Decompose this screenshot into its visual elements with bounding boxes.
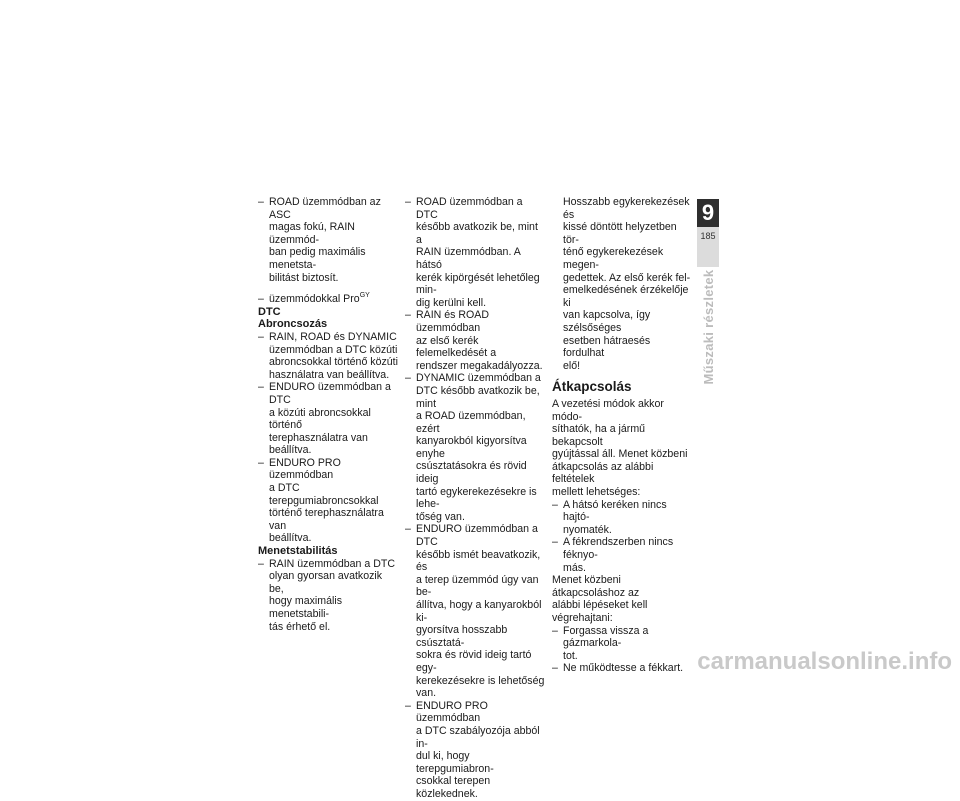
text-line: nyomaték. [563, 523, 612, 536]
text-line: a közúti abroncsokkal történő [269, 406, 371, 432]
text-line: beállítva. [269, 532, 312, 545]
dash-bullet: – [552, 662, 558, 675]
list-item [258, 196, 398, 284]
text-line: tartó egykerekezésekre is lehe- [416, 485, 537, 511]
paragraph [552, 398, 692, 499]
dash-bullet: – [552, 498, 558, 511]
text-line: abroncsokkal történő közúti [269, 356, 398, 369]
superscript: GY [359, 292, 370, 300]
text-line: terephasználatra van beállítva. [269, 431, 368, 457]
text-line: üzemmódban a DTC közúti [269, 343, 398, 356]
text-line: elő! [563, 359, 581, 372]
dash-bullet: – [258, 330, 264, 343]
text-line: DTC később avatkozik be, mint [416, 384, 540, 410]
list-item [405, 372, 545, 523]
text-line: kissé döntött helyzetben tör- [563, 221, 677, 246]
text-line: gyújtással áll. Menet közbeni [552, 448, 688, 461]
text-line: a ROAD üzemmódban, ezért [416, 410, 526, 435]
text-line: dul ki, hogy terepgumiabron- [416, 750, 494, 775]
text-line: RAIN üzemmódban. A hátsó [416, 246, 521, 271]
text-line: RAIN üzemmódban a DTC [269, 557, 395, 570]
page-number: 185 [700, 231, 716, 241]
text-line: történő terephasználatra van [269, 507, 384, 532]
text-line: mellett lehetséges: [552, 486, 641, 499]
text-line: kerék kipörgését lehetőleg min- [416, 271, 540, 297]
text-line: ténő egykerekezések megen- [563, 246, 664, 271]
chapter-title: Műszaki részletek [701, 269, 716, 385]
list-item [258, 331, 398, 381]
text-line: A hátsó keréken nincs hajtó- [563, 498, 667, 524]
list-item [552, 499, 692, 537]
heading-dtc: DTC [258, 305, 281, 318]
dash-bullet: – [552, 624, 558, 637]
chapter-number: 9 [697, 199, 719, 227]
column-1 [258, 196, 398, 633]
paragraph-continuation [552, 196, 692, 372]
text-line: tot. [563, 649, 578, 662]
list-item [258, 558, 398, 634]
text-line: olyan gyorsan avatkozik be, [269, 570, 383, 595]
watermark: carmanualsonline.info [697, 648, 952, 675]
text-line: a DTC terepgumiabroncsokkal [269, 482, 379, 507]
text-line: RAIN és ROAD üzemmódban [416, 309, 489, 334]
text-line: Hosszabb egykerekezések és [563, 196, 690, 221]
column-2 [405, 196, 545, 801]
text-line: az első kerék felemelkedését a [416, 334, 497, 360]
text-line: bilitást biztosít. [269, 271, 339, 284]
paragraph [552, 574, 692, 624]
text-line: emelkedésének érzékelője ki [563, 284, 689, 309]
text-line: átkapcsolás az alábbi feltételek [552, 460, 654, 486]
text-line: a DTC szabályozója abból in- [416, 724, 540, 750]
dash-bullet: – [552, 536, 558, 549]
text-line: ROAD üzemmódban az ASC [269, 196, 381, 221]
text-line: van kapcsolva, így szélsőséges [563, 309, 651, 334]
text-line: ENDURO PRO üzemmódban [269, 456, 341, 482]
text-line: Menet közbeni átkapcsoláshoz az [552, 574, 640, 599]
text-line: tás érhető el. [269, 620, 331, 633]
text-line: sokra és rövid ideig tartó egy- [416, 649, 532, 674]
list-item [405, 700, 545, 801]
text-line: tőség van. [416, 510, 465, 523]
column-3 [552, 196, 692, 675]
text-line: Forgassa vissza a gázmarkola- [563, 624, 649, 650]
dash-bullet: – [405, 309, 411, 322]
list-item [405, 309, 545, 372]
list-item [552, 536, 692, 574]
text-line: ban pedig maximális menetsta- [269, 246, 366, 271]
text-line: esetben hátraesés fordulhat [563, 334, 651, 360]
dash-bullet: – [258, 557, 264, 570]
text-line: üzemmódokkal Pro [269, 293, 360, 306]
dash-bullet: – [258, 293, 264, 306]
text-line: más. [563, 561, 586, 574]
text-line: síthatók, ha a jármű bekapcsolt [552, 423, 646, 448]
list-item [405, 523, 545, 699]
dash-bullet: – [405, 699, 411, 712]
dash-bullet: – [258, 456, 264, 469]
text-line: alábbi lépéseket kell végrehajtani: [552, 599, 648, 624]
text-line: ENDURO PRO üzemmódban [416, 699, 488, 725]
heading-abroncsozas: Abroncsozás [258, 318, 328, 331]
text-line: ENDURO üzemmódban a DTC [416, 523, 538, 549]
text-line: gyorsítva hosszabb csúsztatá- [416, 624, 508, 649]
list-item [258, 457, 398, 545]
text-line: csokkal terepen közlekednek. [416, 775, 491, 800]
text-line: Ne működtesse a fékkart. [563, 662, 684, 675]
text-line: ROAD üzemmódban a DTC [416, 196, 523, 221]
text-line: RAIN, ROAD és DYNAMIC [269, 330, 397, 343]
text-line: a terep üzemmód úgy van be- [416, 573, 539, 599]
text-line: rendszer megakadályozza. [416, 359, 543, 372]
text-line: használatra van beállítva. [269, 368, 390, 381]
heading-menetstabilitas: Menetstabilitás [258, 545, 338, 558]
dash-bullet: – [258, 381, 264, 394]
text-line: ENDURO üzemmódban a DTC [269, 381, 391, 406]
text-line: hogy maximális menetstabili- [269, 595, 343, 620]
text-line: dig kerülni kell. [416, 296, 487, 309]
text-line: később avatkozik be, mint a [416, 221, 538, 246]
text-line: állítva, hogy a kanyarokból ki- [416, 599, 542, 624]
list-item [405, 196, 545, 309]
dash-bullet: – [258, 196, 264, 208]
text-line: kerekezésekre is lehetőség van. [416, 674, 545, 700]
text-line: gedettek. Az első kerék fel- [563, 271, 691, 284]
list-item [258, 293, 398, 306]
text-line: később ismét beavatkozik, és [416, 548, 541, 574]
dash-bullet: – [405, 372, 411, 385]
text-line: A fékrendszerben nincs féknyo- [563, 536, 674, 562]
text-line: A vezetési módok akkor módo- [552, 397, 664, 423]
text-line: DYNAMIC üzemmódban a [416, 372, 541, 385]
heading-atkapcsolas: Átkapcsolás [552, 379, 632, 395]
list-item [258, 381, 398, 457]
text-line: csúsztatásokra és rövid ideig [416, 460, 527, 486]
dash-bullet: – [405, 196, 411, 208]
dash-bullet: – [405, 523, 411, 536]
text-line: kanyarokból kigyorsítva enyhe [416, 435, 527, 460]
text-line: magas fokú, RAIN üzemmód- [269, 221, 355, 246]
